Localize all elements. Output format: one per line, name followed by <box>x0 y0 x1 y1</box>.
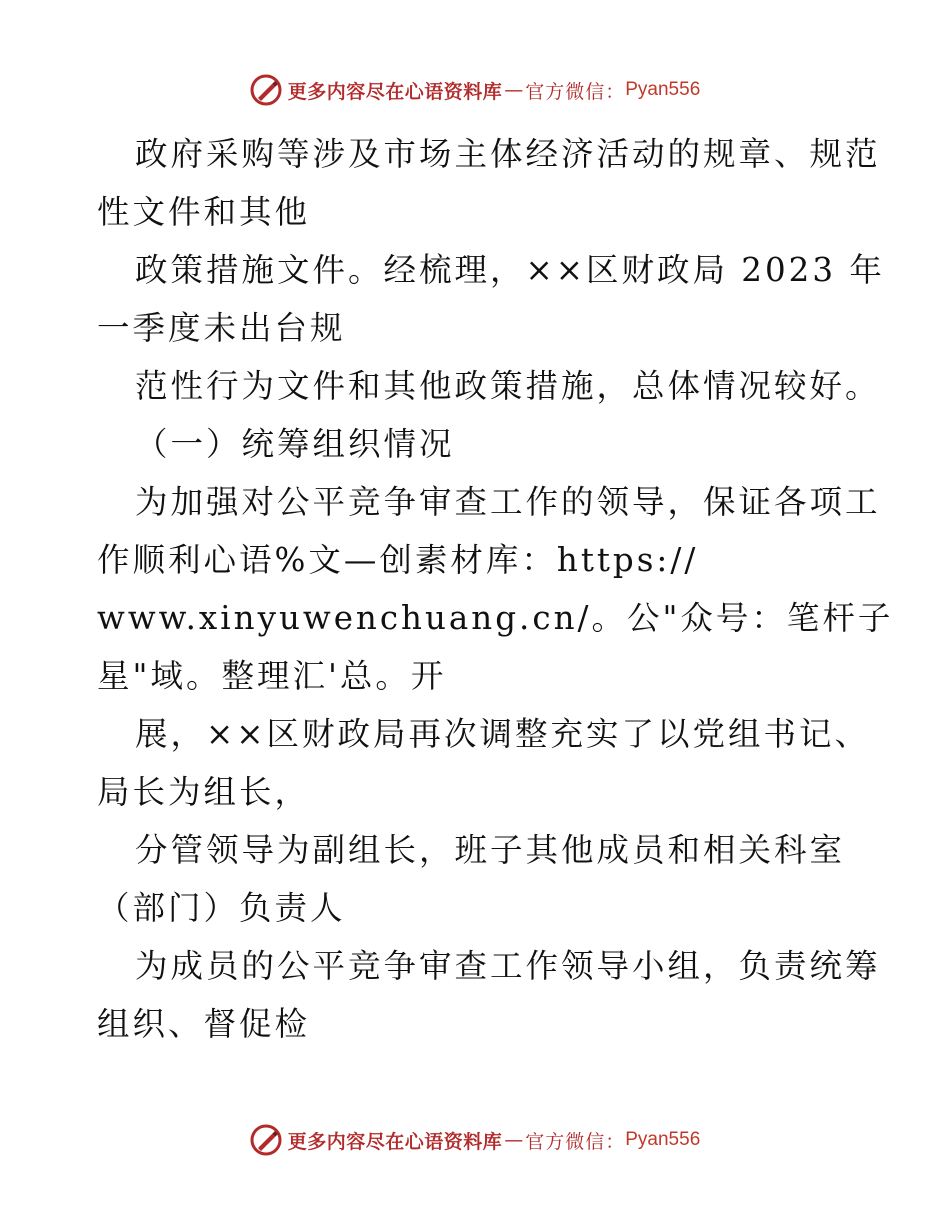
body-line: 范性行为文件和其他政策措施，总体情况较好。 <box>135 367 881 405</box>
body-line: （部门）负责人 <box>97 889 346 927</box>
watermark-main-text: 更多内容尽在心语资料库 <box>287 80 503 103</box>
watermark-wechat-label: 官方微信： <box>525 80 626 103</box>
watermark-wechat-id: Pyan556 <box>625 79 701 100</box>
body-line: 一季度未出台规 <box>97 309 346 347</box>
watermark-main-text: 更多内容尽在心语资料库 <box>287 1130 503 1153</box>
footer-watermark <box>0 1120 950 1160</box>
body-line: 政府采购等涉及市场主体经济活动的规章、规范 <box>135 135 881 173</box>
body-line: 为加强对公平竞争审查工作的领导，保证各项工 <box>135 483 881 521</box>
body-line: 性文件和其他 <box>97 193 311 231</box>
body-line: 作顺利心语%文—创素材库：https:// <box>97 541 699 579</box>
section-heading: （一）统筹组织情况 <box>135 425 455 463</box>
watermark-dash: — <box>504 79 524 101</box>
pen-logo-icon <box>250 74 282 106</box>
header-watermark <box>0 70 950 110</box>
body-line: 展，××区财政局再次调整充实了以党组书记、 <box>135 715 870 753</box>
body-line: 政策措施文件。经梳理，××区财政局 2023 年 <box>135 251 885 289</box>
watermark-dash: — <box>504 1129 524 1151</box>
body-line: www.xinyuwenchuang.cn/。公"众号：笔杆子 <box>97 599 894 637</box>
pen-logo-icon <box>250 1124 282 1156</box>
body-line: 星"域。整理汇'总。开 <box>97 657 447 695</box>
body-line: 为成员的公平竞争审查工作领导小组，负责统筹 <box>135 947 881 985</box>
watermark-wechat-id: Pyan556 <box>625 1129 701 1150</box>
body-line: 组织、督促检 <box>97 1005 311 1043</box>
body-line: 局长为组长， <box>97 773 311 811</box>
watermark-wechat-label: 官方微信： <box>525 1130 626 1153</box>
document-body <box>97 125 894 1053</box>
body-line: 分管领导为副组长，班子其他成员和相关科室 <box>135 831 846 869</box>
